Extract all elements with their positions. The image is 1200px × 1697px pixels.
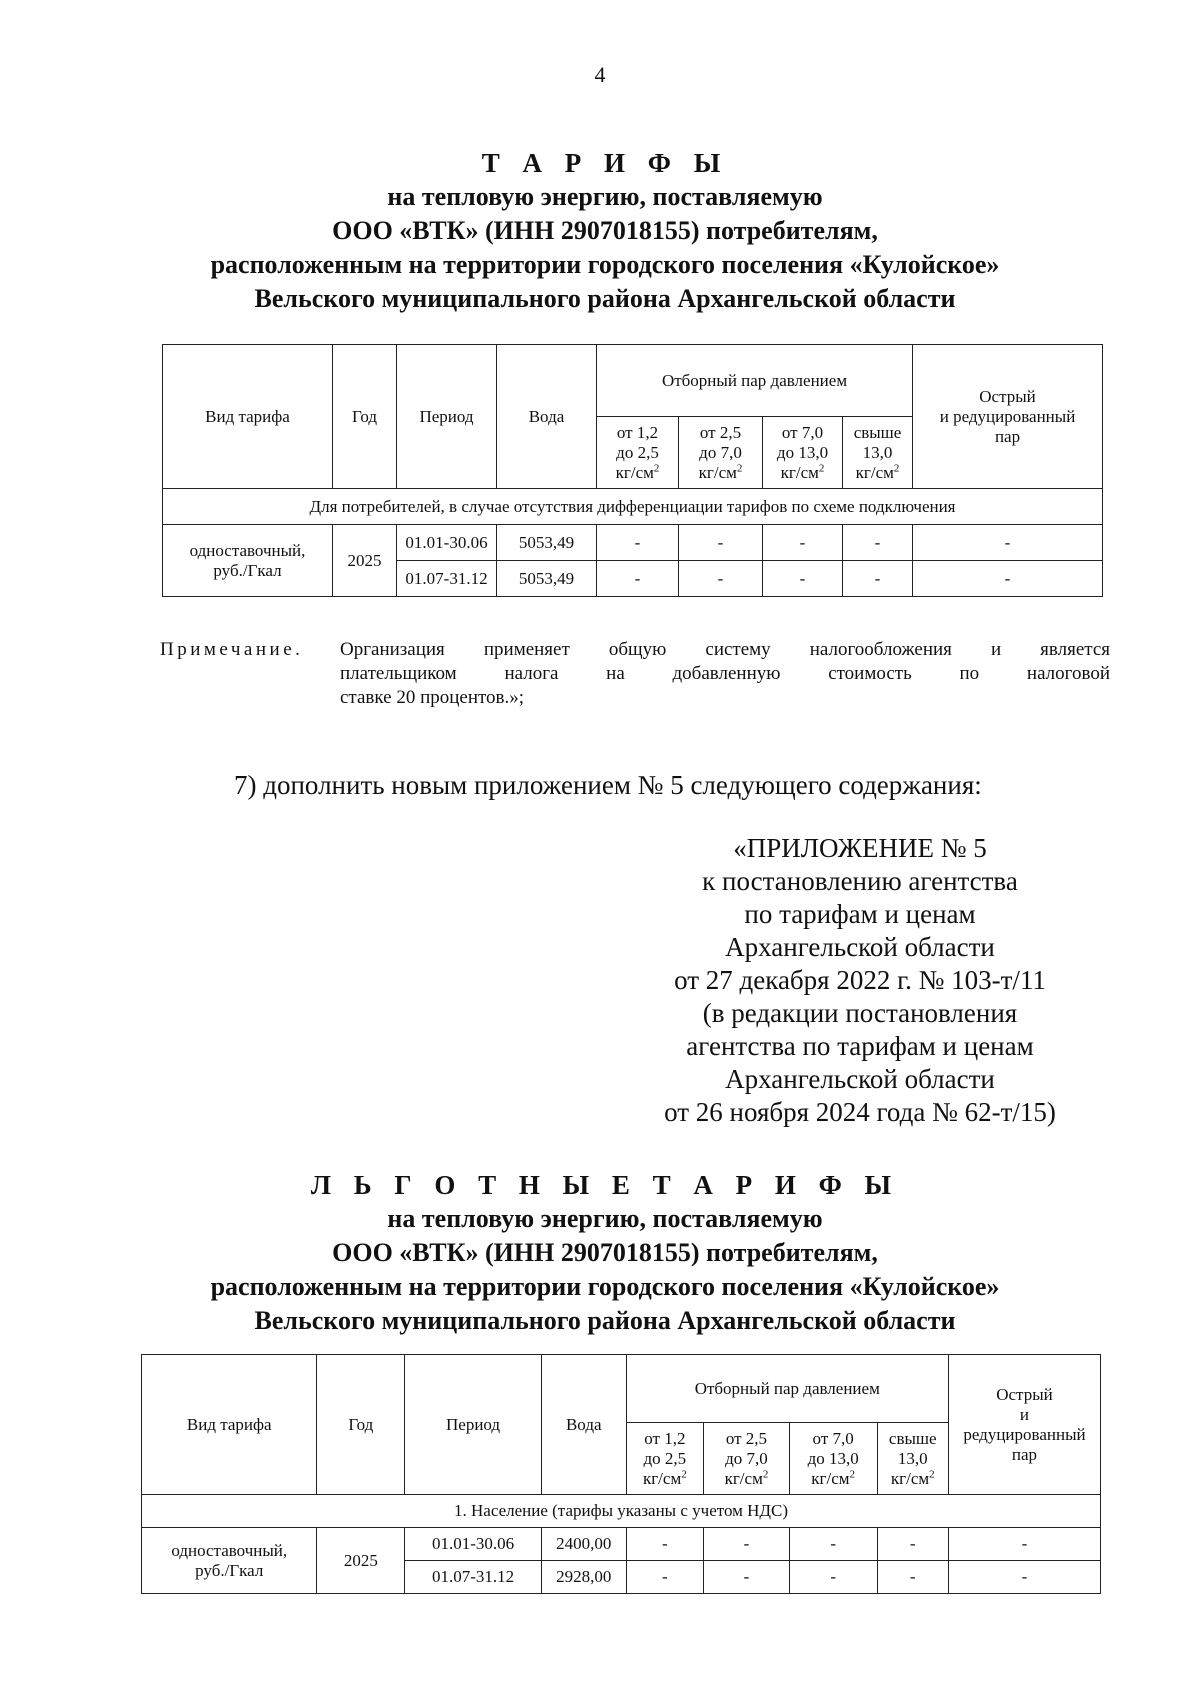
header-tariff-type: Вид тарифа	[163, 345, 333, 489]
unit-text: кг/см	[855, 462, 894, 482]
range-line: от 7,0	[812, 1428, 854, 1448]
steam-cell: -	[763, 561, 843, 597]
period-cell: 01.01-30.06	[397, 525, 497, 561]
range-unit	[629, 1469, 702, 1489]
header-period: Период	[397, 345, 497, 489]
unit-text: кг/см	[780, 462, 819, 482]
range-unit	[706, 1469, 787, 1489]
tariff-type-cell	[142, 1528, 317, 1594]
header-tariff-type: Вид тарифа	[142, 1355, 317, 1495]
steam-cell: -	[843, 525, 913, 561]
table2-title-line: расположенным на территории городского поселения «Кулойское»	[210, 1272, 1000, 1301]
steam-cell: -	[679, 561, 763, 597]
appendix-line: по тарифам и ценам	[744, 899, 976, 929]
header-sharp-line: и	[1019, 1404, 1030, 1424]
table2-title: Л Ь Г О Т Н Ы Е Т А Р И Ф Ы	[310, 1170, 900, 1200]
header-steam: Отборный пар давлением	[597, 345, 913, 417]
period-cell: 01.01-30.06	[405, 1528, 542, 1561]
tariff-table-1	[162, 344, 1103, 597]
note-line: плательщиком налога на добавленную стоимость по налоговой	[340, 663, 1110, 684]
water-cell: 5053,49	[497, 525, 597, 561]
year-cell: 2025	[317, 1528, 405, 1594]
steam-cell: -	[704, 1561, 790, 1594]
unit-text: кг/см	[811, 1468, 850, 1488]
table1-title: Т А Р И Ф Ы	[481, 148, 729, 178]
header-water: Вода	[497, 345, 597, 489]
table1-title-line: расположенным на территории городского поселения «Кулойское»	[210, 250, 1000, 279]
range-line: до 13,0	[807, 1448, 859, 1468]
water-cell: 2400,00	[541, 1528, 626, 1561]
table2-title-line: на тепловую энергию, поставляемую	[387, 1204, 823, 1233]
header-sharp-line: Острый	[996, 1384, 1053, 1404]
range-line: от 1,2	[616, 422, 659, 442]
header-water: Вода	[541, 1355, 626, 1495]
header-sharp-steam	[913, 345, 1103, 489]
sharp-steam-cell: -	[913, 525, 1103, 561]
appendix-header	[600, 832, 1120, 1129]
steam-cell: -	[877, 1561, 948, 1594]
range-unit	[765, 463, 840, 483]
range-unit	[681, 463, 760, 483]
range-unit	[845, 463, 910, 483]
range-line: от 2,5	[725, 1428, 768, 1448]
range-line: до 7,0	[699, 442, 742, 462]
range-line: от 1,2	[644, 1428, 686, 1448]
unit-sup: 2	[818, 461, 825, 474]
steam-cell: -	[704, 1528, 790, 1561]
unit-text: кг/см	[642, 1468, 682, 1488]
note-line: ставке 20 процентов.»;	[340, 687, 525, 708]
header-steam-range-1	[626, 1423, 704, 1495]
header-steam-range-4	[877, 1423, 948, 1495]
steam-cell: -	[597, 525, 679, 561]
range-line: свыше	[853, 422, 902, 442]
range-line: от 7,0	[781, 422, 824, 442]
header-sharp-steam	[948, 1355, 1100, 1495]
range-line: свыше	[888, 1428, 937, 1448]
appendix-line: от 27 декабря 2022 г. № 103-т/11	[674, 965, 1046, 995]
header-sharp-line: Острый	[979, 386, 1036, 406]
range-line: до 2,5	[643, 1448, 687, 1468]
table1-title-block	[130, 146, 1080, 316]
appendix-line: Архангельской области	[725, 932, 995, 962]
header-sharp-line: пар	[1011, 1444, 1038, 1464]
range-line: 13,0	[862, 442, 893, 462]
unit-text: кг/см	[890, 1468, 930, 1488]
header-steam-range-4	[843, 417, 913, 489]
period-cell: 01.07-31.12	[405, 1561, 542, 1594]
unit-sup: 2	[893, 461, 900, 474]
appendix-line: Архангельской области	[725, 1064, 995, 1094]
range-unit	[792, 1469, 875, 1489]
header-period: Период	[405, 1355, 542, 1495]
header-steam-range-2	[679, 417, 763, 489]
header-steam-range-2	[704, 1423, 790, 1495]
header-steam-range-3	[763, 417, 843, 489]
water-cell: 5053,49	[497, 561, 597, 597]
table1-title-line: на тепловую энергию, поставляемую	[387, 182, 823, 211]
table1-title-line: Вельского муниципального района Архангельской области	[254, 284, 956, 313]
steam-cell: -	[789, 1528, 877, 1561]
range-unit	[599, 463, 676, 483]
range-line: до 7,0	[725, 1448, 768, 1468]
header-year: Год	[317, 1355, 405, 1495]
appendix-line: к постановлению агентства	[702, 866, 1018, 896]
steam-cell: -	[626, 1528, 704, 1561]
range-line: от 2,5	[699, 422, 742, 442]
table2-title-block	[130, 1168, 1080, 1338]
appendix-line: «ПРИЛОЖЕНИЕ № 5	[733, 833, 987, 863]
range-unit	[880, 1469, 946, 1489]
tariff-type-cell	[163, 525, 333, 597]
sharp-steam-cell: -	[913, 561, 1103, 597]
table2-title-line: Вельского муниципального района Архангельской области	[254, 1306, 956, 1335]
header-sharp-line: пар	[994, 426, 1021, 446]
unit-sup: 2	[929, 1467, 935, 1480]
steam-cell: -	[843, 561, 913, 597]
steam-cell: -	[789, 1561, 877, 1594]
note-label: Примечание.	[160, 639, 304, 660]
point-7-text: 7) дополнить новым приложением № 5 следующего содержания:	[234, 770, 982, 800]
header-steam-range-3	[789, 1423, 877, 1495]
tariff-type-line: одноставочный,	[171, 1540, 288, 1560]
header-sharp-line: редуцированный	[963, 1424, 1086, 1444]
note-line: Организация применяет общую систему налогообложения и является	[340, 639, 1110, 660]
range-line: 13,0	[897, 1448, 928, 1468]
table2-title-line: ООО «ВТК» (ИНН 2907018155) потребителям,	[332, 1238, 878, 1267]
appendix-line: (в редакции постановления	[702, 998, 1018, 1028]
unit-sup: 2	[849, 1467, 856, 1480]
section-row: 1. Население (тарифы указаны с учетом НДС)	[142, 1495, 1101, 1528]
header-sharp-line: и редуцированный	[939, 406, 1076, 426]
unit-sup: 2	[653, 461, 660, 474]
water-cell: 2928,00	[541, 1561, 626, 1594]
page-number: 4	[594, 62, 606, 87]
appendix-line: от 26 ноября 2024 года № 62-т/15)	[664, 1097, 1056, 1127]
header-steam: Отборный пар давлением	[626, 1355, 948, 1423]
tariff-type-line: руб./Гкал	[213, 560, 282, 580]
tariff-type-line: одноставочный,	[189, 540, 306, 560]
steam-cell: -	[679, 525, 763, 561]
steam-cell: -	[597, 561, 679, 597]
range-line: до 13,0	[776, 442, 829, 462]
section-row: Для потребителей, в случае отсутствия дифференциации тарифов по схеме подключения	[163, 489, 1103, 525]
period-cell: 01.07-31.12	[397, 561, 497, 597]
unit-text: кг/см	[724, 1468, 763, 1488]
unit-text: кг/см	[698, 462, 737, 482]
unit-text: кг/см	[615, 462, 654, 482]
steam-cell: -	[877, 1528, 948, 1561]
sharp-steam-cell: -	[948, 1561, 1100, 1594]
range-line: до 2,5	[616, 442, 659, 462]
appendix-line: агентства по тарифам и ценам	[686, 1031, 1034, 1061]
steam-cell: -	[763, 525, 843, 561]
unit-sup: 2	[762, 1467, 769, 1480]
header-year: Год	[333, 345, 397, 489]
tariff-table-2	[141, 1354, 1101, 1594]
header-steam-range-1	[597, 417, 679, 489]
unit-sup: 2	[736, 461, 743, 474]
table1-title-line: ООО «ВТК» (ИНН 2907018155) потребителям,	[332, 216, 878, 245]
year-cell: 2025	[333, 525, 397, 597]
unit-sup: 2	[681, 1467, 687, 1480]
steam-cell: -	[626, 1561, 704, 1594]
sharp-steam-cell: -	[948, 1528, 1100, 1561]
tariff-type-line: руб./Гкал	[195, 1560, 264, 1580]
